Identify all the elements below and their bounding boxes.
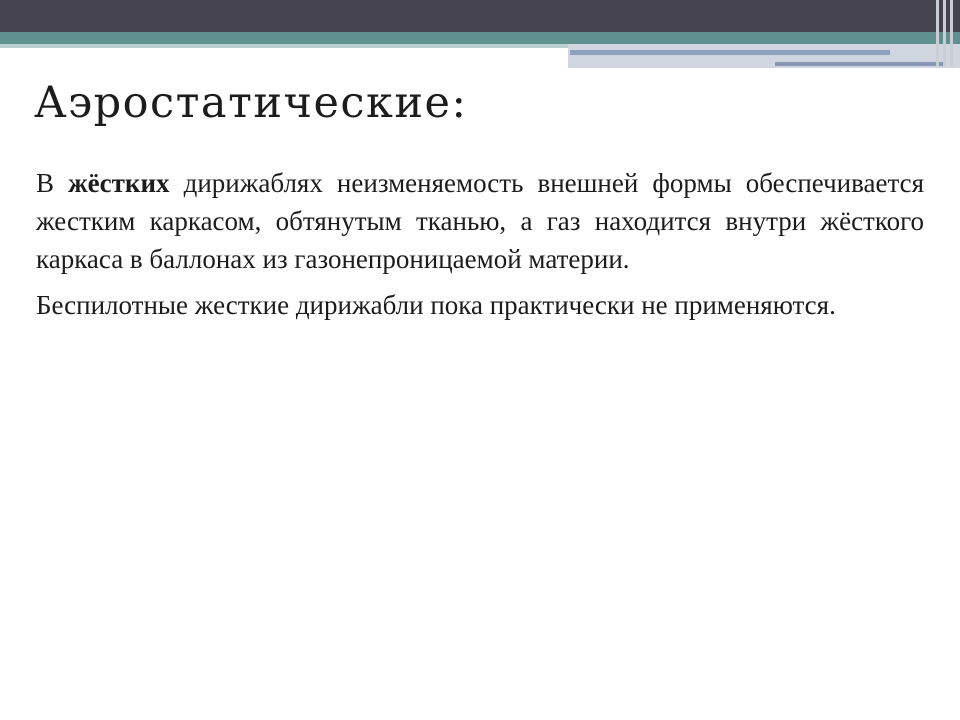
paragraph-rest: дирижаблях неизменяемость внешней формы обеспечивается жестким каркасом, обтянутым тканью, а газ находится внутри жёсткого каркаса в баллонах из газонепроницаемой материи. <box>36 168 925 274</box>
paragraph-unmanned: Беспилотные жесткие дирижабли пока практически не применяются. <box>36 290 836 320</box>
header-band-teal <box>0 32 960 44</box>
paragraph-prefix: В <box>36 168 69 198</box>
header-band-teal-light <box>0 44 570 48</box>
header-band-step-line <box>775 62 945 66</box>
slide-body <box>36 164 924 332</box>
header-vertical-lines <box>930 0 960 66</box>
header-band-dark <box>0 0 960 32</box>
header-band-step-blue <box>570 50 890 55</box>
paragraph-rigid-airships <box>36 164 924 278</box>
paragraph-bold-term: жёстких <box>68 168 170 198</box>
slide-title: Аэростатические: <box>34 78 468 128</box>
